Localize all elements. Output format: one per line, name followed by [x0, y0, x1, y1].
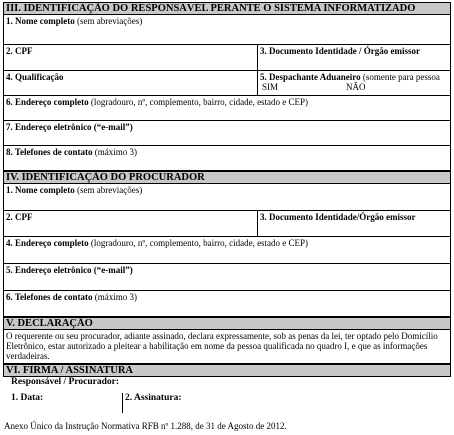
s4-row-telefones: [3, 291, 451, 317]
s4-row-nome: [3, 184, 451, 211]
section-6-header: VI. FIRMA / ASSINATURA: [3, 364, 451, 377]
signature-label: 2. Assinatura:: [125, 393, 182, 403]
s4-documento-label: 3. Documento Identidade/Órgão emissor: [260, 212, 416, 222]
s3-row-endereco: [3, 96, 451, 121]
s3-despachante-hint: (somente para pessoa: [360, 72, 440, 82]
s3-endereco-hint: (logradouro, nº, complemento, bairro, cidade, estado e CEP): [88, 97, 309, 107]
signature-row: [3, 393, 451, 413]
s4-nome-field[interactable]: [4, 184, 450, 210]
s3-nome-field[interactable]: [4, 15, 450, 44]
section-5-header: V. DECLARAÇÃO: [3, 317, 451, 330]
s3-cpf-field[interactable]: [4, 45, 258, 70]
s4-nome-label: 1. Nome completo: [6, 185, 75, 195]
registration-form: [3, 2, 451, 432]
signature-field[interactable]: [123, 393, 181, 413]
s3-qualificacao-field[interactable]: [4, 71, 258, 95]
s4-documento-field[interactable]: [258, 211, 450, 236]
date-label: 1. Data:: [11, 393, 44, 403]
s3-row-cpf: [3, 45, 451, 71]
s3-row-email: [3, 121, 451, 146]
s3-cpf-label: 2. CPF: [6, 46, 33, 56]
s4-cpf-label: 2. CPF: [6, 212, 33, 222]
s4-endereco-field[interactable]: [4, 237, 450, 263]
s3-email-label: 7. Endereço eletrônico (“e-mail”): [6, 122, 133, 132]
signature-block: [3, 377, 451, 421]
s3-row-telefones: [3, 146, 451, 171]
s3-nome-label: 1. Nome completo: [6, 16, 75, 26]
section-4-header: IV. IDENTIFICAÇÃO DO PROCURADOR: [3, 171, 451, 184]
s4-row-endereco: [3, 237, 451, 264]
s3-telefones-field[interactable]: [4, 146, 450, 170]
s4-nome-hint: (sem abreviações): [74, 185, 143, 195]
s4-row-email: [3, 264, 451, 291]
s3-row-qualificacao: [3, 71, 451, 96]
option-nao[interactable]: NÃO: [346, 82, 366, 92]
s4-row-cpf: [3, 211, 451, 237]
s4-cpf-field[interactable]: [4, 211, 258, 236]
s3-despachante-field: [258, 71, 450, 95]
declaration-text: O requerente ou seu procurador, adiante assinado, declara expressamente, sob as penas da lei, ter optado pelo Domicílio Eletrônico, estar autorizado a pleitear a habilitação em nome da pessoa qualificada no quadro I, e que as informações verdadeiras.: [3, 330, 451, 364]
s4-endereco-label: 4. Endereço completo: [6, 238, 89, 248]
s4-email-label: 5. Endereço eletrônico (“e-mail”): [6, 265, 133, 275]
s4-telefones-hint: (máximo 3): [92, 292, 137, 302]
s3-telefones-label: 8. Telefones de contato: [6, 147, 93, 157]
s3-email-field[interactable]: [4, 121, 450, 145]
s3-endereco-label: 6. Endereço completo: [6, 97, 89, 107]
s3-row-nome: [3, 15, 451, 45]
s4-endereco-hint: (logradouro, nº, complemento, bairro, cidade, estado e CEP): [88, 238, 309, 248]
s4-telefones-label: 6. Telefones de contato: [6, 292, 93, 302]
option-sim[interactable]: SIM: [262, 82, 279, 92]
s3-telefones-hint: (máximo 3): [92, 147, 137, 157]
date-field[interactable]: [3, 393, 123, 413]
s3-nome-hint: (sem abreviações): [74, 16, 143, 26]
s3-qualificacao-label: 4. Qualificação: [6, 72, 64, 82]
signature-subtitle: Responsável / Procurador:: [11, 377, 120, 387]
s3-despachante-label: 5. Despachante Aduaneiro: [260, 72, 361, 82]
s4-telefones-field[interactable]: [4, 291, 450, 316]
s3-documento-label: 3. Documento Identidade / Órgão emissor: [260, 46, 420, 56]
s3-endereco-field[interactable]: [4, 96, 450, 120]
s4-email-field[interactable]: [4, 264, 450, 290]
section-3-header: III. IDENTIFICAÇÃO DO RESPONSÁVEL PERANTE O SISTEMA INFORMATIZADO: [3, 2, 451, 15]
footer-note: Anexo Único da Instrução Normativa RFB nº 1.288, de 31 de Agosto de 2012.: [4, 421, 287, 431]
s3-documento-field[interactable]: [258, 45, 450, 70]
s3-despachante-options: [260, 83, 450, 92]
